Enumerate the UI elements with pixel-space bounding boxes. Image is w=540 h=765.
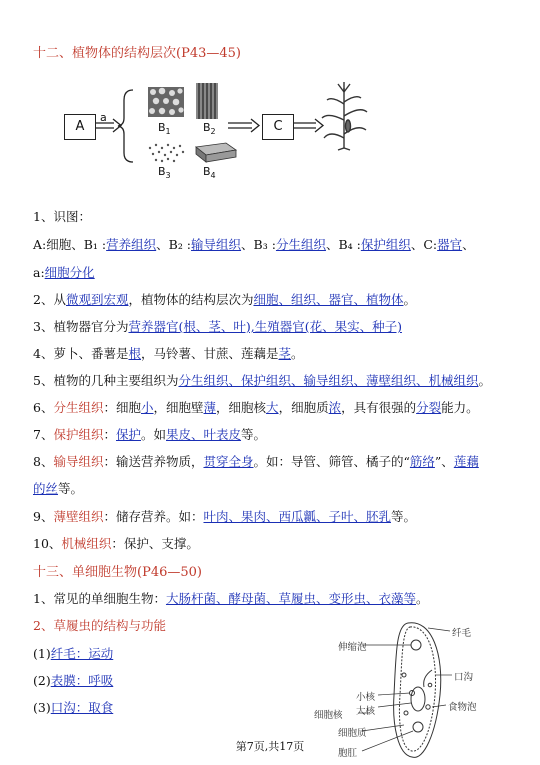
b2-tissue-image xyxy=(196,83,218,119)
label-food-vacuole: 食物泡 xyxy=(448,702,477,713)
page-footer: 第7页,共17页 xyxy=(235,740,305,753)
box-c: C xyxy=(262,114,294,140)
q6: 6、分生组织：细胞小，细胞壁薄，细胞核大，细胞质浓，具有很强的分裂能力。 xyxy=(33,400,479,415)
label-cytoplasm: 细胞质 xyxy=(338,728,367,739)
diagram-arrows xyxy=(0,0,540,200)
q2: 2、从微观到宏观，植物体的结构层次为细胞、组织、器官、植物体。 xyxy=(33,292,417,307)
q3: 3、植物器官分为营养器官(根、茎、叶),生殖器官(花、果实、种子) xyxy=(33,319,402,334)
label-anal-pore: 胞肛 xyxy=(338,748,358,759)
b1-label: $B_1$ xyxy=(158,121,171,137)
q7: 7、保护组织：保护。如果皮、叶表皮等。 xyxy=(33,427,267,442)
label-nucleus: 细胞核 xyxy=(314,710,343,721)
paramecium-item-3: (3)口沟：取食 xyxy=(33,700,114,715)
b4-label: $B_4$ xyxy=(203,165,216,181)
q9: 9、薄壁组织：储存营养。如：叶肉、果肉、西瓜瓤、子叶、胚乳等。 xyxy=(33,509,417,524)
paramecium-item-1: (1)纤毛：运动 xyxy=(33,646,114,661)
q13-1: 1、常见的单细胞生物：大肠杆菌、酵母菌、草履虫、变形虫、衣藻等。 xyxy=(33,591,429,606)
b1-tissue-image xyxy=(148,87,184,117)
label-contractile-vacuole: 伸缩泡 xyxy=(338,642,367,653)
b4-tissue-image xyxy=(196,143,236,162)
corn-plant-image xyxy=(322,82,367,150)
label-macronucleus: 大核 xyxy=(356,706,376,717)
section-12-title: 十二、植物体的结构层次(P43—45) xyxy=(33,46,241,61)
b3-tissue-image xyxy=(149,144,184,162)
plant-structure-diagram xyxy=(0,0,540,200)
label-cilia: 纤毛 xyxy=(452,628,472,639)
q1-title: 1、识图： xyxy=(33,209,91,224)
q1-line-2: a:细胞分化 xyxy=(33,265,95,280)
section-13-title: 十三、单细胞生物(P46—50) xyxy=(33,565,202,580)
q4: 4、萝卜、番薯是根，马铃薯、甘蔗、莲藕是茎。 xyxy=(33,346,304,361)
label-micronucleus: 小核 xyxy=(356,692,376,703)
q13-2-title: 2、草履虫的结构与功能 xyxy=(33,618,166,633)
box-a: A xyxy=(64,114,96,140)
b2-label: $B_2$ xyxy=(203,121,216,137)
q8-line-1: 8、输导组织：输送营养物质，贯穿全身。如：导管、筛管、橘子的“筋络”、莲藕 xyxy=(33,454,479,469)
arrow-label-a: a xyxy=(100,111,107,124)
q5: 5、植物的几种主要组织为分生组织、保护组织、输导组织、薄壁组织、机械组织。 xyxy=(33,373,491,388)
q1-line-1: A:细胞、B₁ :营养组织、B₂ :输导组织、B₃ :分生组织、B₄ :保护组织、C:器官、 xyxy=(33,237,475,252)
label-oral-groove: 口沟 xyxy=(454,672,474,683)
b3-label: $B_3$ xyxy=(158,165,171,181)
q10: 10、机械组织：保护、支撑。 xyxy=(33,536,199,551)
paramecium-item-2: (2)表膜：呼吸 xyxy=(33,673,114,688)
q8-line-2: 的丝等。 xyxy=(33,481,84,496)
